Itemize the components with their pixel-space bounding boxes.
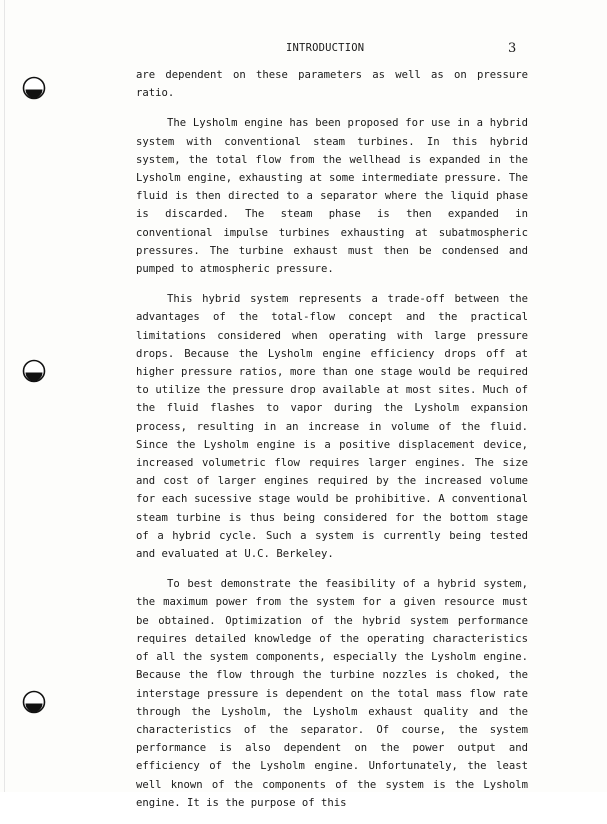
body-text: [136, 66, 528, 824]
punch-hole-icon: [22, 76, 46, 100]
paragraph-feasibility: To best demonstrate the feasibility of a hybrid system, the maximum power from the system for a given resource must be obtained. Optimization of the hybrid system performance requires detailed knowledge of the operating characteristics of all the system components, especially the Lysholm engine. Because the flow through the turbine nozzles is choked, the interstage pressure is dependent on the total mass flow rate through the Lysholm, the Lysholm exhaust quality and the characteristics of the separator. Of course, the system performance is also dependent on the power output and efficiency of the Lysholm engine. Unfortunately, the least well known of the components of the system is the Lysholm engine. It is the purpose of this: [136, 578, 528, 809]
paragraph-continuation: are dependent on these parameters as well as on pressure ratio.: [136, 69, 528, 100]
page-edge-shadow: [4, 0, 5, 792]
page-header: [0, 42, 607, 58]
paragraph-tradeoff: This hybrid system represents a trade-off between the advantages of the total-flow concept and the practical limitations considered when operating with large pressure drops. Because the Lysholm engine efficiency drops off at higher pressure ratios, more than one stage would be required to utilize the pressure drop available at most sites. Much of the fluid flashes to vapor during the Lysholm expansion process, resulting in an increase in volume of the fluid. Since the Lysholm engine is a positive displacement device, increased volumetric flow requires larger engines. The size and cost of larger engines required by the increased volume for each sucessive stage would be prohibitive. A conventional steam turbine is thus being considered for the bottom stage of a hybrid cycle. Such a system is currently being tested and evaluated at U.C. Berkeley.: [136, 293, 528, 561]
punch-hole-icon: [22, 359, 46, 383]
section-title: INTRODUCTION: [286, 42, 365, 54]
paragraph-lysholm-hybrid: The Lysholm engine has been proposed for use in a hybrid system with conventional steam turbines. In this hybrid system, the total flow from the wellhead is expanded in the Lysholm engine, exhausting at some intermediate pressure. The fluid is then directed to a separator where the liquid phase is discarded. The steam phase is then expanded in conventional impulse turbines exhausting at subatmospheric pressures. The turbine exhaust must then be condensed and pumped to atmospheric pressure.: [136, 117, 528, 276]
page-number: 3: [508, 41, 517, 56]
punch-hole-icon: [22, 690, 46, 714]
